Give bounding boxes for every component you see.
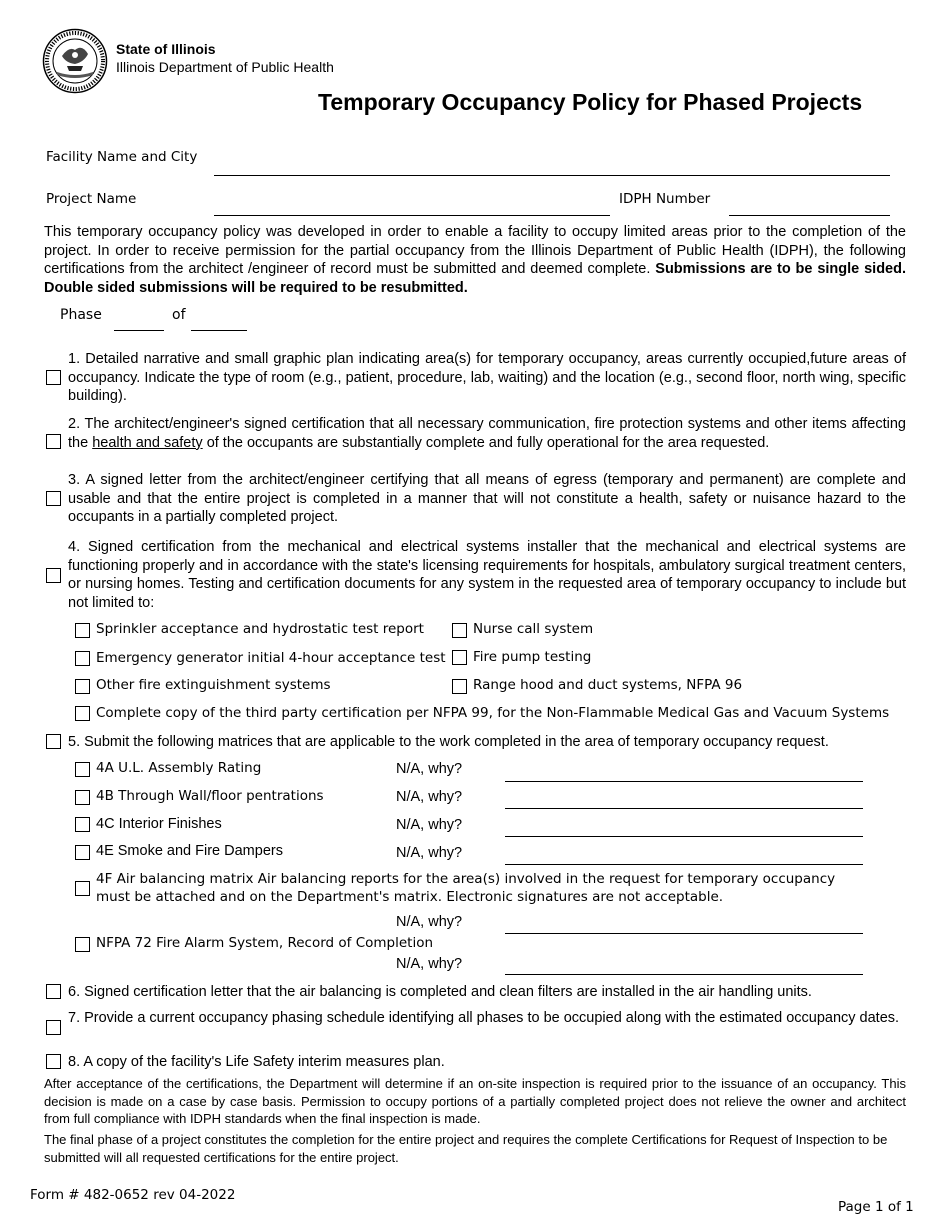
matrix-4b-label: 4B Through Wall/floor pentrations [96, 788, 324, 804]
department-name: Illinois Department of Public Health [116, 59, 334, 75]
nfpa72-na-label: N/A, why? [396, 956, 463, 972]
matrix-4a-label: 4A U.L. Assembly Rating [96, 760, 262, 776]
matrix-4c-checkbox[interactable] [75, 817, 90, 832]
nurse-call-label: Nurse call system [473, 621, 594, 637]
item-3-text: 3. A signed letter from the architect/engineer certifying that all means of egress (temporary and permanent) are complete and usable and that the entire project is completed in a manner that will not constitute a health, safety or nuisance hazard to the occupants in a partially completed project. [68, 472, 906, 526]
item-7-text: 7. Provide a current occupancy phasing schedule identifying all phases to be occupied along with the estimated occupancy dates. [68, 1010, 900, 1026]
generator-checkbox[interactable] [75, 651, 90, 666]
item-8-checkbox[interactable] [46, 1054, 61, 1069]
matrix-4f-na-label: N/A, why? [396, 914, 463, 930]
state-seal-logo [42, 28, 108, 94]
item-4-checkbox[interactable] [46, 568, 61, 583]
closing-paragraph-1: After acceptance of the certifications, the Department will determine if an on-site inspection is required prior to the issuance of an occupancy. This decision is made on a case by case basis. Permission to occupy portions of a partially completed project does not relieve the owner and architect from full compliance with IDPH standards when the final inspection is made. [44, 1076, 906, 1126]
matrix-4e-na-label: N/A, why? [396, 845, 463, 861]
matrix-4b-na-label: N/A, why? [396, 789, 463, 805]
intro-text: This temporary occupancy policy was developed in order to enable a facility to occupy limited areas prior to the completion of the project. In order to receive permission for the partial occupancy from the Illinois Department of Public Health (IDPH), the following certifications from the architect /engineer of record must be submitted and deemed complete. [44, 224, 906, 278]
facility-label: Facility Name and City [46, 149, 198, 165]
matrix-4a-na-label: N/A, why? [396, 761, 463, 777]
sprinkler-checkbox[interactable] [75, 623, 90, 638]
matrix-4b-field[interactable] [505, 808, 863, 809]
form-number: Form # 482-0652 rev 04-2022 [30, 1187, 236, 1203]
matrix-4f-field[interactable] [505, 933, 863, 934]
matrix-4e-checkbox[interactable] [75, 845, 90, 860]
extinguishment-checkbox[interactable] [75, 679, 90, 694]
med-gas-checkbox[interactable] [75, 706, 90, 721]
sprinkler-label: Sprinkler acceptance and hydrostatic test report [96, 621, 424, 637]
of-label: of [172, 307, 186, 323]
closing-paragraph-2: The final phase of a project constitutes the completion for the entire project and requires the complete Certifications for Request of Inspection to be submitted will all requested certifications for the entire project. [44, 1132, 888, 1165]
state-name: State of Illinois [116, 41, 216, 57]
item-2-text [68, 415, 906, 452]
matrix-4e-field[interactable] [505, 864, 863, 865]
item-5-text: 5. Submit the following matrices that are applicable to the work completed in the area of temporary occupancy request. [68, 734, 829, 750]
nfpa72-checkbox[interactable] [75, 937, 90, 952]
idph-field[interactable] [729, 215, 890, 216]
matrix-4c-field[interactable] [505, 836, 863, 837]
intro-paragraph [44, 223, 906, 297]
item-3-checkbox[interactable] [46, 491, 61, 506]
item-2-text-a: 2. The architect/engineer's signed certification that all necessary communication, fire protection systems and other items affecting the [68, 416, 906, 451]
matrix-4c-na-label: N/A, why? [396, 817, 463, 833]
nfpa72-label: NFPA 72 Fire Alarm System, Record of Completion [96, 935, 434, 951]
range-hood-checkbox[interactable] [452, 679, 467, 694]
item-5-checkbox[interactable] [46, 734, 61, 749]
extinguishment-label: Other fire extinguishment systems [96, 677, 331, 693]
item-2-underline: health and safety [92, 434, 203, 451]
med-gas-label: Complete copy of the third party certification per NFPA 99, for the Non-Flammable Medical Gas and Vacuum Systems [96, 705, 890, 721]
page-title: Temporary Occupancy Policy for Phased Projects [318, 89, 863, 115]
phase-field[interactable] [114, 330, 164, 331]
matrix-4f-checkbox[interactable] [75, 881, 90, 896]
item-1-checkbox[interactable] [46, 370, 61, 385]
fire-pump-label: Fire pump testing [473, 649, 592, 665]
page-number: Page 1 of 1 [838, 1199, 914, 1215]
matrix-4b-checkbox[interactable] [75, 790, 90, 805]
item-6-checkbox[interactable] [46, 984, 61, 999]
item-8-text: 8. A copy of the facility's Life Safety interim measures plan. [68, 1054, 445, 1070]
facility-field[interactable] [214, 175, 890, 176]
item-1-text: 1. Detailed narrative and small graphic plan indicating area(s) for temporary occupancy, areas currently occupied,future areas of occupancy. Indicate the type of room (e.g., patient, procedure, lab, waiting) and the location (e.g., second floor, north wing, specific building). [68, 351, 906, 405]
fire-pump-checkbox[interactable] [452, 650, 467, 665]
intro-bold: Submissions are to be single sided. Double sided submissions will be required to be resubmitted. [44, 261, 907, 296]
item-2-checkbox[interactable] [46, 434, 61, 449]
nurse-call-checkbox[interactable] [452, 623, 467, 638]
project-label: Project Name [46, 191, 137, 207]
item-6-text: 6. Signed certification letter that the air balancing is completed and clean filters are installed in the air handling units. [68, 984, 812, 1000]
item-2-text-b: of the occupants are substantially complete and fully operational for the area requested. [206, 434, 770, 451]
idph-label: IDPH Number [619, 191, 711, 207]
generator-label: Emergency generator initial 4-hour acceptance test [96, 650, 446, 666]
matrix-4a-checkbox[interactable] [75, 762, 90, 777]
nfpa72-field[interactable] [505, 974, 863, 975]
project-field[interactable] [214, 215, 610, 216]
item-7-checkbox[interactable] [46, 1020, 61, 1035]
range-hood-label: Range hood and duct systems, NFPA 96 [473, 677, 743, 693]
matrix-4e-label: 4E Smoke and Fire Dampers [96, 843, 283, 859]
phase-total-field[interactable] [191, 330, 247, 331]
matrix-4a-field[interactable] [505, 781, 863, 782]
matrix-4f-label: 4F Air balancing matrix Air balancing reports for the area(s) involved in the request for temporary occupancy must be attached and on the Department's matrix. Electronic signatures are not acceptable. [96, 871, 836, 905]
matrix-4c-label: 4C Interior Finishes [96, 816, 222, 832]
phase-label: Phase [60, 307, 102, 323]
item-4-text: 4. Signed certification from the mechanical and electrical systems installer that the mechanical and electrical systems are functioning properly and in accordance with the state's licensing requirements for hospitals, ambulatory surgical treatment centers, or nursing homes. Testing and certification documents for any system in the requested area of temporary occupancy to include but not limited to: [68, 539, 906, 611]
